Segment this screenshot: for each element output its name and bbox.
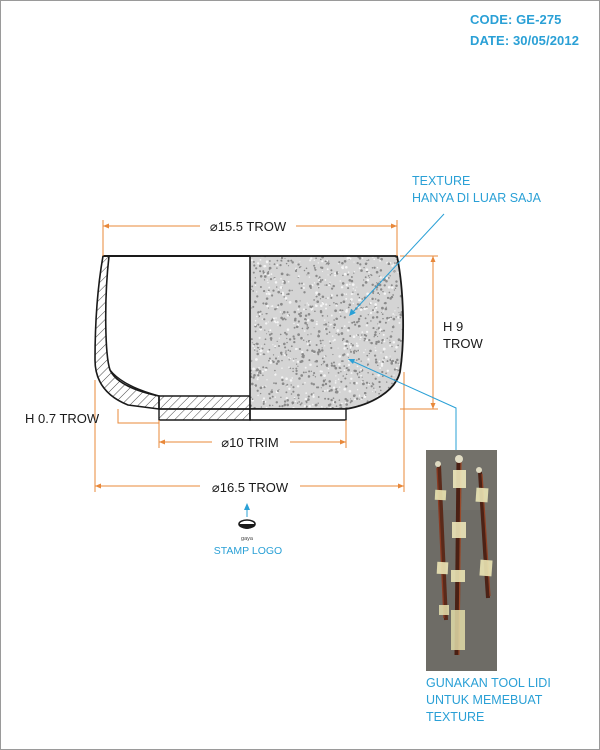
code-label: CODE: GE-275 (470, 12, 562, 27)
texture-note-line1: TEXTURE (412, 174, 471, 188)
tool-note-line1: GUNAKAN TOOL LIDI (426, 676, 551, 690)
height-label: H 9 (443, 319, 464, 334)
foot-diameter-label: ⌀10 TRIM (221, 435, 279, 450)
tool-photo (426, 450, 497, 671)
bowl-exterior-right (249, 255, 408, 420)
foot-ring-right (250, 409, 346, 420)
stamp-logo-text: gaya (241, 536, 253, 542)
top-diameter-label: ⌀15.5 TROW (209, 219, 287, 234)
bowl-section-left (95, 256, 250, 420)
bowl-floor-section (159, 396, 250, 409)
date-label: DATE: 30/05/2012 (470, 33, 580, 48)
bowl-wall-section (95, 256, 159, 409)
bottom-diameter-label: ⌀16.5 TROW (211, 480, 289, 495)
bowl-foot-section (159, 409, 250, 420)
texture-note-line2: HANYA DI LUAR SAJA (412, 191, 541, 205)
foot-height-label: H 0.7 TROW (25, 411, 100, 426)
tool-note-line2: UNTUK MEMEBUAT TEXTURE (426, 693, 543, 724)
tool-photo-image (426, 450, 497, 671)
height-unit-label: TROW (443, 336, 483, 351)
stamp-logo (239, 520, 255, 542)
stamp-logo-label: STAMP LOGO (213, 545, 283, 557)
